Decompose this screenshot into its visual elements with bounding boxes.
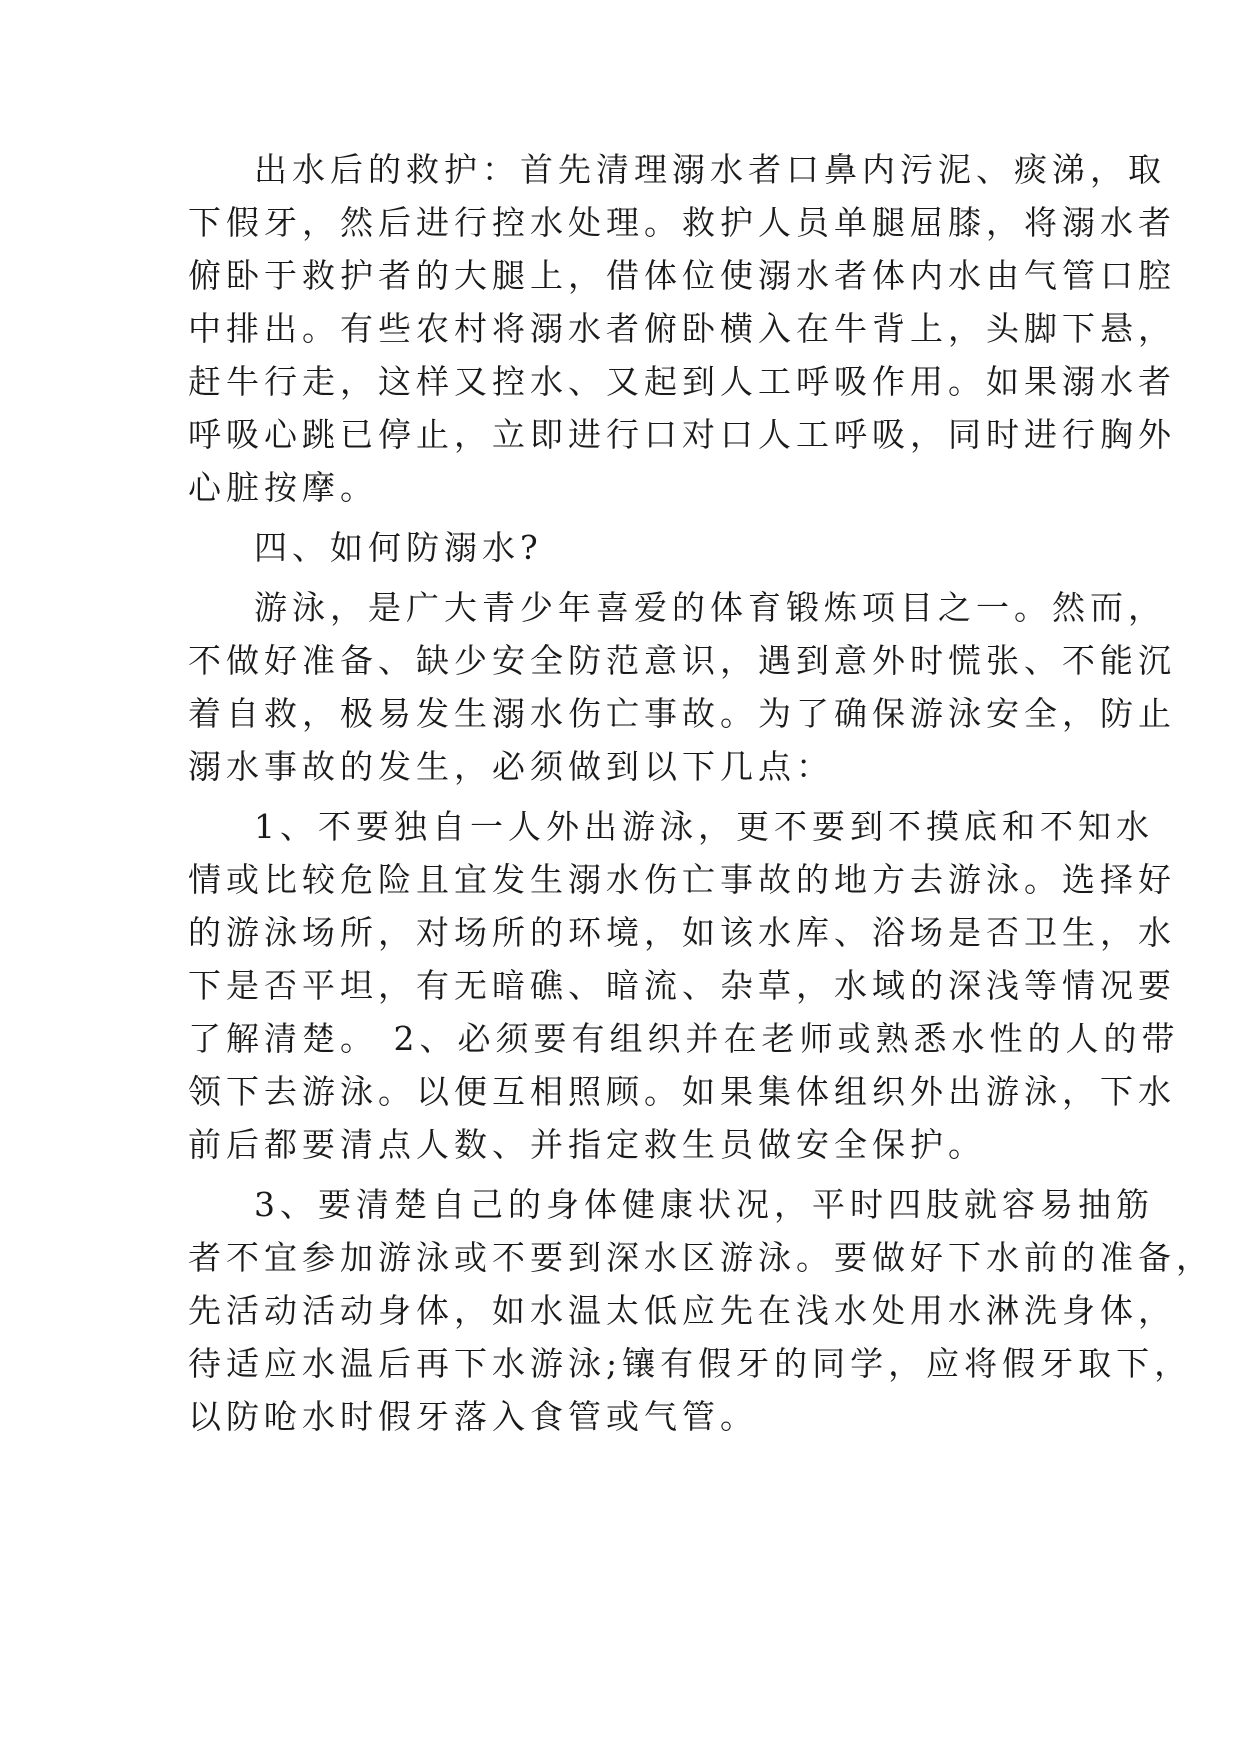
paragraph-intro	[188, 581, 1176, 793]
text-line: 溺水事故的发生，必须做到以下几点：	[188, 747, 834, 786]
text-line: 领下去游泳。以便互相照顾。如果集体组织外出游泳，下水	[188, 1072, 1176, 1111]
document-body	[188, 143, 1214, 1443]
text-line: 游泳，是广大青少年喜爱的体育锻炼项目之一。然而，	[254, 588, 1166, 627]
text-line: 的游泳场所，对场所的环境，如该水库、浴场是否卫生，水	[188, 913, 1176, 952]
section-heading	[188, 521, 1060, 574]
text-line: 出水后的救护：首先清理溺水者口鼻内污泥、痰涕，取	[254, 150, 1166, 189]
text-line: 四、如何防溺水?	[254, 528, 543, 567]
text-line: 待适应水温后再下水游泳;镶有假牙的同学，应将假牙取下，	[188, 1344, 1193, 1383]
text-line: 情或比较危险且宜发生溺水伤亡事故的地方去游泳。选择好	[188, 860, 1176, 899]
text-line: 俯卧于救护者的大腿上，借体位使溺水者体内水由气管口腔	[188, 256, 1176, 295]
paragraph-rescue	[188, 143, 1176, 514]
text-line: 赶牛行走，这样又控水、又起到人工呼吸作用。如果溺水者	[188, 362, 1176, 401]
paragraph-point-1-2	[188, 800, 1180, 1171]
text-line: 者不宜参加游泳或不要到深水区游泳。要做好下水前的准备，	[188, 1238, 1214, 1277]
text-line: 了解清楚。 2、必须要有组织并在老师或熟悉水性的人的带	[188, 1019, 1180, 1058]
text-line: 中排出。有些农村将溺水者俯卧横入在牛背上，头脚下悬，	[188, 309, 1176, 348]
text-line: 不做好准备、缺少安全防范意识，遇到意外时慌张、不能沉	[188, 641, 1176, 680]
text-line: 呼吸心跳已停止，立即进行口对口人工呼吸，同时进行胸外	[188, 415, 1176, 454]
text-line: 前后都要清点人数、并指定救生员做安全保护。	[188, 1125, 986, 1164]
text-line: 1、不要独自一人外出游泳，更不要到不摸底和不知水	[254, 807, 1154, 846]
paragraph-point-3	[188, 1178, 1214, 1443]
text-line: 心脏按摩。	[188, 468, 378, 507]
text-line: 先活动活动身体，如水温太低应先在浅水处用水淋洗身体，	[188, 1291, 1176, 1330]
text-line: 以防呛水时假牙落入食管或气管。	[188, 1397, 758, 1436]
text-line: 3、要清楚自己的身体健康状况，平时四肢就容易抽筋	[254, 1185, 1154, 1224]
text-line: 着自救，极易发生溺水伤亡事故。为了确保游泳安全，防止	[188, 694, 1176, 733]
text-line: 下假牙，然后进行控水处理。救护人员单腿屈膝，将溺水者	[188, 203, 1176, 242]
text-line: 下是否平坦，有无暗礁、暗流、杂草，水域的深浅等情况要	[188, 966, 1176, 1005]
